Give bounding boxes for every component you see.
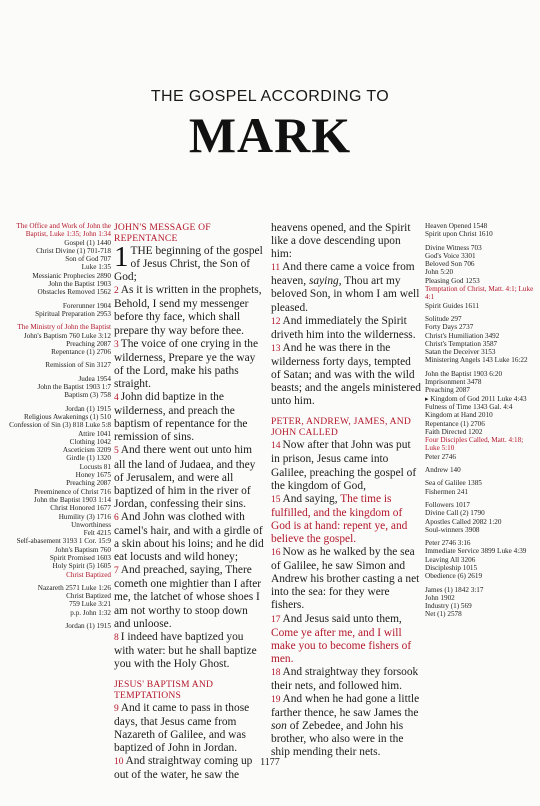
reference-note: John the Baptist 1903 6:20 <box>425 369 503 378</box>
reference-note: Solitude 297 <box>425 314 462 323</box>
italic-word: son <box>271 720 287 733</box>
verse-text: And immediately the Spirit driveth him into the wilderness. <box>271 314 416 341</box>
reference-note: Obstacles Removed 1562 <box>37 288 111 297</box>
verse-text: And straightway they forsook their nets, and followed him. <box>271 665 419 692</box>
reference-note: Christ Baptized <box>66 570 111 579</box>
section-heading: PETER, ANDREW, JAMES, AND JOHN CALLED <box>271 416 412 439</box>
reference-note: John 1902 <box>425 593 455 602</box>
reference-note: Christ's Humiliation 3492 <box>425 331 500 340</box>
verse-number: 7 <box>114 566 119 577</box>
reference-note: Honey 1675 <box>75 471 111 480</box>
reference-note: Felt 4215 <box>83 529 111 538</box>
verse-number: 16 <box>271 548 281 559</box>
verse-text: heavens opened, and the Spirit like a dove descending upon him: <box>271 222 411 261</box>
reference-note: Peter 2746 <box>425 452 456 461</box>
book-title: MARK <box>188 107 352 163</box>
reference-note: ▸ Kingdom of God 2011 Luke 4:43 <box>425 394 527 403</box>
verse-text: The voice of one crying in the wilderness, Prepare ye the way of the Lord, make his paths straight. <box>114 337 259 390</box>
verse-text: I indeed have baptized you with water: but he shall baptize you with the Holy Ghost. <box>114 630 257 670</box>
reference-note: 759 Luke 3:21 <box>69 600 111 609</box>
verse-2 <box>114 284 266 337</box>
reference-note: Baptism (3) 758 <box>64 391 111 400</box>
reference-note: Andrew 140 <box>425 466 461 475</box>
reference-note: Spirit upon Christ 1610 <box>425 230 493 239</box>
reference-note: Forerunner 1904 <box>62 301 111 310</box>
reference-note: Christ's Temptation 3587 <box>425 339 498 348</box>
verse-number: 2 <box>114 286 119 297</box>
verse-number: 3 <box>114 339 119 350</box>
verse-3 <box>114 338 266 391</box>
reference-note: Spirit Promised 1603 <box>49 553 111 562</box>
verse-text: John did baptize in the wilderness, and preach the baptism of repentance for the remission of sins. <box>114 391 248 444</box>
words-of-christ: Come ye after me, and I will make you to become fishers of men. <box>271 626 412 665</box>
reference-note: Immediate Service 3899 Luke 4:39 <box>425 547 527 556</box>
reference-note: Messianic Prophecies 2890 <box>32 271 111 280</box>
reference-note: John 5:20 <box>425 268 454 277</box>
reference-note: Discipleship 1015 <box>425 563 478 572</box>
verse-7 <box>114 564 266 630</box>
reference-note: Fishermen 241 <box>425 487 468 496</box>
reference-note: Industry (1) 569 <box>425 602 472 611</box>
reference-note: Christ Honored 1677 <box>50 504 111 513</box>
reference-note: Attire 1041 <box>78 429 111 438</box>
reference-note: Religious Awakenings (1) 510 <box>24 412 111 421</box>
reference-note: Fulness of Time 1343 Gal. 4:4 <box>425 402 513 411</box>
verse-16 <box>271 546 421 612</box>
reference-note: Obedience (6) 2619 <box>425 572 483 581</box>
chapter-number: 1 <box>114 241 129 273</box>
verse-9 <box>114 702 266 755</box>
verse-number: 5 <box>114 446 119 457</box>
reference-note: Leaving All 3206 <box>425 555 476 564</box>
reference-note: John the Baptist 1903 1:7 <box>37 383 111 392</box>
verse-15 <box>271 493 421 546</box>
reference-note: Pleasing God 1253 <box>425 276 480 285</box>
reference-note: James (1) 1842 3:17 <box>425 585 484 594</box>
verse-text: of Zebedee, and John his brother, who also were in the ship mending their nets. <box>271 720 404 759</box>
reference-note: Apostles Called 2082 1:20 <box>425 517 502 526</box>
verse-10-continued <box>271 222 421 261</box>
reference-note: Faith Directed 1202 <box>425 427 483 436</box>
reference-note: Preaching 2087 <box>66 339 111 348</box>
words-of-christ: The time is fulfilled, and the kingdom of God is at hand: repent ye, and believe the gospel. <box>271 492 408 545</box>
verse-number: 4 <box>114 393 119 404</box>
reference-note: Christ Divine (1) 701-718 <box>36 246 111 255</box>
reference-note: Kingdom at Hand 2010 <box>425 411 493 420</box>
reference-note: Jordan (1) 1915 <box>65 404 111 413</box>
verse-text: And preached, saying, There cometh one mightier than I after me, the latchet of whose shoes I am not worthy to stoop down and unloose. <box>114 564 262 630</box>
reference-note: John's Baptism 760 Luke 3:12 <box>23 331 111 340</box>
reference-note: John the Baptist 1903 <box>48 280 111 289</box>
reference-note: Christ Baptized <box>66 592 111 601</box>
reference-note: Preeminence of Christ 716 <box>34 487 111 496</box>
verse-number: 19 <box>271 695 281 706</box>
verse-number: 17 <box>271 614 281 625</box>
verse-number: 13 <box>271 343 281 354</box>
reference-note: Gospel (1) 1440 <box>64 238 111 247</box>
verse-number: 14 <box>271 441 281 452</box>
section-heading: JOHN'S MESSAGE OF REPENTANCE <box>114 222 211 244</box>
reference-note: Divine Witness 703 <box>425 243 482 252</box>
verse-text: And there came a voice from heaven, <box>271 261 415 288</box>
reference-note: Forty Days 2737 <box>425 323 474 332</box>
reference-note: Preaching 2087 <box>425 386 470 395</box>
reference-note: Spirit Guides 1611 <box>425 301 480 310</box>
reference-note: Soul-winners 3908 <box>425 525 480 534</box>
verse-text: And it came to pass in those days, that Jesus came from Nazareth of Galilee, and was baptized of John in Jordan. <box>114 702 250 755</box>
verse-4 <box>114 391 266 444</box>
italic-word: saying, <box>308 275 342 288</box>
verse-text: As it is written in the prophets, Behold, I send my messenger before thy face, which shall prepare thy way before thee. <box>114 284 262 337</box>
verse-17 <box>271 613 421 666</box>
verse-number: 11 <box>271 263 281 274</box>
verse-1 <box>114 241 266 284</box>
reference-note: God's Voice 3301 <box>425 251 476 260</box>
reference-note: Luke 1:35 <box>81 263 111 272</box>
reference-note: Four Disciples Called, Matt. 4:18; Luke 5:10 <box>425 436 524 453</box>
reference-note: Peter 2746 3:16 <box>425 539 471 548</box>
reference-note: Repentance (1) 2706 <box>425 419 485 428</box>
reference-note: John's Baptism 760 <box>54 545 111 554</box>
verse-text: Now after that John was put in prison, Jesus came into Galilee, preaching the gospel of the kingdom of God, <box>271 439 417 492</box>
reference-note: Preaching 2087 <box>66 479 111 488</box>
reference-note: Beloved Son 706 <box>425 260 475 269</box>
verse-number: 12 <box>271 316 281 327</box>
reference-note: Humility (3) 1716 <box>58 512 111 521</box>
verse-18 <box>271 666 421 693</box>
reference-note: Son of God 707 <box>65 255 111 264</box>
reference-note: Ministering Angels 143 Luke 16:22 <box>425 356 528 365</box>
verse-text: THE beginning of the gospel of Jesus Christ, the Son of God; <box>114 245 263 284</box>
reference-note: Holy Spirit (5) 1605 <box>52 562 111 571</box>
verse-6 <box>114 511 266 564</box>
verse-text: And saying, <box>282 492 338 505</box>
right-margin-notes <box>425 222 537 619</box>
reference-note: Imprisonment 3478 <box>425 378 482 387</box>
verse-text: And Jesus said unto them, <box>282 612 402 625</box>
section-heading: JESUS' BAPTISM AND TEMPTATIONS <box>114 679 214 701</box>
reference-note: p.p. John 1:32 <box>70 608 111 617</box>
verse-14 <box>271 439 421 492</box>
reference-note: Repentance (1) 2706 <box>51 348 111 357</box>
verse-number: 15 <box>271 494 281 505</box>
reference-note: Judea 1954 <box>78 374 111 383</box>
text-column-1 <box>114 222 266 783</box>
reference-note: Girdle (1) 1320 <box>66 454 111 463</box>
reference-note: Self-abasement 3193 1 Cor. 15:9 <box>16 537 111 546</box>
verse-number: 9 <box>114 704 119 714</box>
reference-note: The Ministry of John the Baptist <box>17 323 111 332</box>
reference-note: Temptation of Christ, Matt. 4:1; Luke 4:1 <box>425 285 534 302</box>
verse-13 <box>271 342 421 408</box>
reference-note: Divine Call (2) 1790 <box>425 509 485 518</box>
verse-number: 8 <box>114 632 119 643</box>
verse-text: And there went out unto him all the land of Judaea, and they of Jerusalem, and were all baptized of him in the river of Jordan, confessing their sins. <box>114 444 256 510</box>
reference-note: Sea of Galilee 1385 <box>425 479 482 488</box>
verse-text: Now as he walked by the sea of Galilee, he saw Simon and Andrew his brother casting a net into the sea: for they were fishers. <box>271 546 420 612</box>
verse-text: Thou art my beloved Son, in whom I am well pleased. <box>271 275 420 314</box>
reference-note: Locusts 81 <box>79 462 111 471</box>
verse-text: And straightway coming up out of the water, he saw the <box>114 755 253 782</box>
verse-5 <box>114 444 266 510</box>
reference-note: Clothing 1042 <box>69 437 111 446</box>
reference-note: The Office and Work of John the Baptist, Luke 1:35; John 1:34 <box>16 222 111 239</box>
reference-note: Heaven Opened 1548 <box>425 222 488 230</box>
reference-note: Followers 1017 <box>425 500 470 509</box>
verse-19 <box>271 693 421 759</box>
verse-number: 18 <box>271 667 281 678</box>
reference-note: Asceticism 3209 <box>62 446 111 455</box>
verse-number: 10 <box>114 757 124 768</box>
reference-note: Spiritual Preparation 2953 <box>35 309 111 318</box>
verse-number: 6 <box>114 512 119 523</box>
verse-8 <box>114 631 266 671</box>
verse-12 <box>271 315 421 342</box>
verse-text: And when he had gone a little farther thence, he saw James the <box>271 693 420 720</box>
reference-note: Net (1) 2578 <box>425 610 462 619</box>
verse-11 <box>271 261 421 314</box>
reference-note: Confession of Sin (3) 818 Luke 5:8 <box>9 421 111 430</box>
book-supertitle: THE GOSPEL ACCORDING TO <box>150 88 390 105</box>
reference-note: Remission of Sin 3127 <box>45 361 111 370</box>
reference-note: John the Baptist 1903 1:14 <box>33 495 111 504</box>
text-column-2 <box>271 222 421 760</box>
reference-note: Satan the Deceiver 3153 <box>425 348 496 357</box>
verse-text: And he was there in the wilderness forty days, tempted of Satan; and was with the wild beasts; and the angels ministered unto him. <box>271 341 421 408</box>
verse-text: And John was clothed with camel's hair, and with a girdle of a skin about his loins; and he did eat locusts and wild honey; <box>114 510 264 564</box>
reference-note: Unworthiness <box>71 520 111 529</box>
reference-note: Nazareth 2571 Luke 1:26 <box>37 583 111 592</box>
page-number: 1177 <box>260 757 280 768</box>
left-margin-notes <box>6 222 111 630</box>
reference-note: Jordan (1) 1915 <box>65 622 111 631</box>
